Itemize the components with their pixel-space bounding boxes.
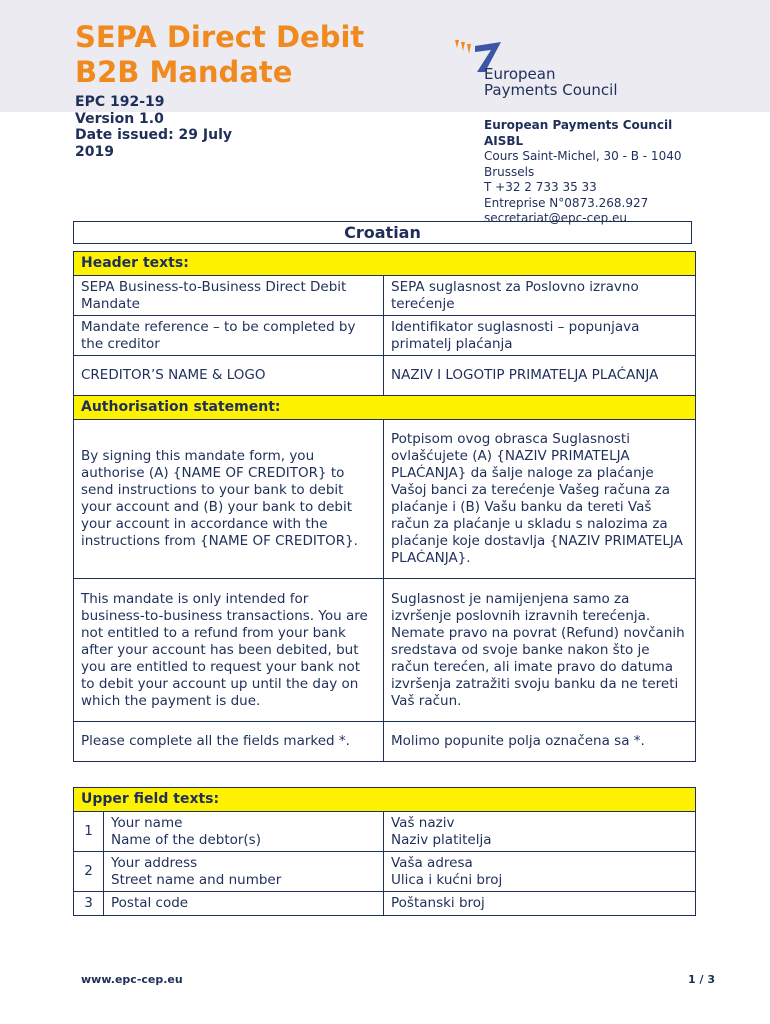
upper-fields-table <box>73 787 696 916</box>
field-hr <box>384 812 696 852</box>
org-type: AISBL <box>484 133 524 148</box>
auth-row-hr: Potpisom ovog obrasca Suglasnosti ovlašćujete (A) {NAZIV PRIMATELJA PLAĆANJA} da šalje naloge za plaćanje Vašoj banci za terećenje Vašeg računa za plaćanje i (B) Vašu banku da tereti Vaš račun za plaćanje u skladu s nalozima za plaćanje koje dostavlja {NAZIV PRIMATELJA PLAĆANJA}. <box>384 420 696 579</box>
auth-row-en: By signing this mandate form, you authorise (A) {NAME OF CREDITOR} to send instructions to your bank to debit your account and (B) your bank to debit your account in accordance with the instructions from {NAME OF CREDITOR}. <box>74 420 384 579</box>
epc-reference: EPC 192-19 <box>75 94 165 110</box>
logo-line-1: European <box>484 65 556 83</box>
field-en <box>104 812 384 852</box>
date-issued-line-2: 2019 <box>75 143 114 160</box>
address-line-1: Cours Saint-Michel, 30 - B - 1040 <box>484 149 682 163</box>
field-en-label: Your address <box>111 854 198 871</box>
auth-row-en: Please complete all the fields marked *. <box>74 722 384 762</box>
version: Version 1.0 <box>75 110 164 127</box>
logo-text <box>484 66 618 98</box>
header-row-en: Mandate reference – to be completed by the creditor <box>74 316 384 356</box>
section-upper-fields: Upper field texts: <box>74 788 696 812</box>
footer-page-number: 1 / 3 <box>688 973 715 986</box>
field-hr <box>384 852 696 892</box>
auth-row-en: This mandate is only intended for business-to-business transactions. You are not entitled to a refund from your bank after your account has been debited, but you are entitled to request your bank not to debit your account up until the day on which the payment is due. <box>74 579 384 722</box>
field-number: 2 <box>74 852 104 892</box>
date-issued-line-1: Date issued: 29 July <box>75 127 233 143</box>
field-number: 3 <box>74 892 104 916</box>
org-name: European Payments Council <box>484 118 673 132</box>
header-row-hr: SEPA suglasnost za Poslovno izravno terećenje <box>384 276 696 316</box>
section-header-texts: Header texts: <box>74 252 696 276</box>
header-row-en: SEPA Business-to-Business Direct Debit Mandate <box>74 276 384 316</box>
field-hr-sublabel: Ulica i kućni broj <box>391 871 503 888</box>
title-line-2: B2B Mandate <box>75 55 293 89</box>
header-row-en: CREDITOR’S NAME & LOGO <box>74 356 384 396</box>
auth-row-hr: Suglasnost je namijenjena samo za izvršenje poslovnih izravnih terećenja. Nemate pravo na povrat (Refund) novčanih sredstava od svoje banke nakon što je račun terećen, ali imate pravo do datuma izvršenja zatražiti svoju banku da ne tereti Vaš račun. <box>384 579 696 722</box>
section-authorisation: Authorisation statement: <box>74 396 696 420</box>
document-title <box>75 20 364 90</box>
auth-row-hr: Molimo popunite polja označena sa *. <box>384 722 696 762</box>
enterprise-number: Entreprise N°0873.268.927 <box>484 195 649 210</box>
header-and-authorisation-table <box>73 251 696 762</box>
address-line-2: Brussels <box>484 164 535 179</box>
org-address <box>484 118 681 227</box>
header-row-hr: Identifikator suglasnosti – popunjava primatelj plaćanja <box>384 316 696 356</box>
header-row-hr: NAZIV I LOGOTIP PRIMATELJA PLAĆANJA <box>384 356 696 396</box>
field-en-label: Postal code <box>111 895 189 911</box>
field-en <box>104 852 384 892</box>
field-hr-sublabel: Naziv platitelja <box>391 831 492 848</box>
field-hr <box>384 892 696 916</box>
field-en-label: Your name <box>111 814 183 831</box>
language-heading: Croatian <box>73 221 692 244</box>
footer-website: www.epc-cep.eu <box>81 973 183 986</box>
field-number: 1 <box>74 812 104 852</box>
phone: T +32 2 733 35 33 <box>484 180 597 194</box>
document-meta <box>75 94 232 160</box>
field-hr-label: Poštanski broj <box>391 895 485 911</box>
field-hr-label: Vaš naziv <box>391 814 455 831</box>
field-en-sublabel: Name of the debtor(s) <box>111 831 261 848</box>
field-en <box>104 892 384 916</box>
email: secretariat@epc-cep.eu <box>484 211 627 225</box>
field-hr-label: Vaša adresa <box>391 854 473 871</box>
field-en-sublabel: Street name and number <box>111 871 282 888</box>
logo-line-2: Payments Council <box>484 81 618 99</box>
title-line-1: SEPA Direct Debit <box>75 20 365 54</box>
